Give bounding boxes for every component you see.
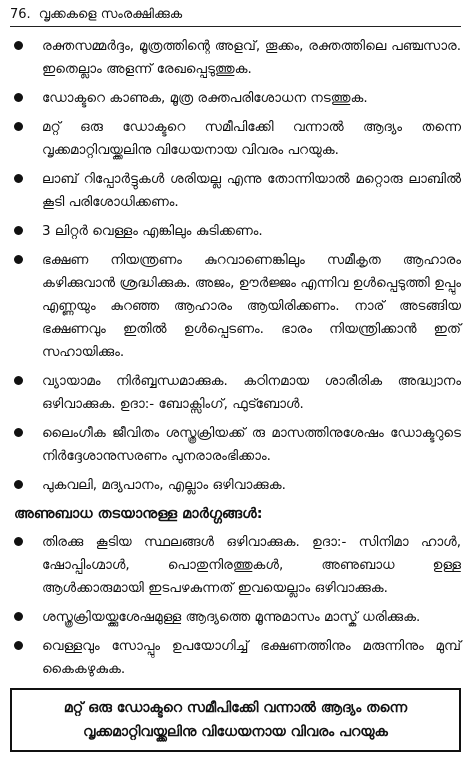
list-item-text: ഭക്ഷണ നിയന്ത്രണം കുറവാണെങ്കിലും സമീകൃത ആഹാരം കഴിക്കുവാൻ ശ്രദ്ധിക്കുക. അജം, ഊർജ്ജം എന്നിവ ഉൾപ്പെടുത്തി ഉപ്പും എണ്ണയും കുറഞ്ഞ ആഹാരം ആയിരിക്കണം. നാര് അടങ്ങിയ ഭക്ഷണവും ഇതിൽ ഉൾപ്പെടണം. ഭാരം നിയന്ത്രിക്കാൻ ഇത് സഹായിക്കും.	[42, 252, 461, 360]
list-item	[10, 370, 461, 416]
list-item	[10, 220, 461, 243]
page-title: വൃക്കകളെ സംരക്ഷിക്കുക	[38, 7, 183, 22]
list-item-text: പുകവലി, മദ്യപാനം, എല്ലാം ഒഴിവാക്കുക.	[42, 477, 286, 493]
list-item	[10, 249, 461, 364]
bullet-icon	[14, 174, 23, 183]
bullet-icon	[14, 537, 23, 546]
list-item	[10, 35, 461, 81]
list-item	[10, 531, 461, 600]
bullet-icon	[14, 376, 23, 385]
section-heading: അണുബാധ തടയാനുള്ള മാർഗ്ഗങ്ങൾ:	[14, 506, 263, 522]
bullet-icon	[14, 641, 23, 650]
list-item-text: തിരക്കു കൂടിയ സ്ഥലങ്ങൾ ഒഴിവാക്കുക. ഉദാ:- സിനിമാ ഹാൾ, ഷോപ്പിംഗ്മാൾ, പൊതുനിരത്തുകൾ, അണുബാധ ഉള്ള ആൾക്കാരുമായി ഇടപഴകുന്നത് ഇവയെല്ലാം ഒഴിവാക്കുക.	[42, 534, 461, 596]
bullet-icon	[14, 255, 23, 264]
bullet-icon	[14, 612, 23, 621]
list-item-text: ഡോക്ടറെ കാണുക, മൂത്ര രക്തപരിശോധന നടത്തുക.	[42, 90, 368, 106]
bullet-icon	[14, 226, 23, 235]
highlight-box-text: മറ്റ് ഒരു ഡോക്ടറെ സമീപിക്കേി വന്നാൽ ആദ്യം തന്നെ വൃക്കമാറ്റിവയ്ക്കലിനു വിധേയനായ വിവരം പറയുക	[63, 700, 408, 740]
list-item	[10, 635, 461, 681]
page-header	[10, 6, 461, 27]
list-item-text: ലൈംഗീക ജീവിതം ശസ്ത്രക്രിയക്ക് രു മാസത്തിനുശേഷം ഡോക്ടറുടെ നിർദ്ദേശാനുസരണം പുനരാരംഭിക്കാം.	[42, 425, 461, 464]
bullet-icon	[14, 428, 23, 437]
highlight-box	[10, 688, 461, 752]
list-item-text: രക്തസമ്മർദ്ദം, മൂത്രത്തിന്റെ അളവ്, തൂക്കം, രക്തത്തിലെ പഞ്ചസാര. ഇതെല്ലാം അളന്ന് രേഖപ്പെടുത്തുക.	[42, 38, 461, 77]
advice-list	[10, 35, 461, 497]
list-item-text: 3 ലിറ്റർ വെള്ളം എങ്കിലും കുടിക്കണം.	[42, 223, 263, 239]
list-item-text: ലാബ് റിപ്പോർട്ടുകൾ ശരിയല്ല എന്നു തോന്നിയാൽ മറ്റൊരു ലാബിൽ കൂടി പരിശോധിക്കണം.	[42, 171, 461, 210]
bullet-icon	[14, 480, 23, 489]
list-item-text: മറ്റ് ഒരു ഡോക്ടറെ സമീപിക്കേി വന്നാൽ ആദ്യം തന്നെ വൃക്കമാറ്റിവയ്ക്കലിനു വിധേയനായ വിവരം പറയുക.	[42, 119, 461, 158]
list-item	[10, 606, 461, 629]
page-number: 76.	[10, 7, 31, 22]
list-item-text: വ്യായാമം നിർബ്ബന്ധമാക്കുക. കഠിനമായ ശാരീരിക അദ്ധ്വാനം ഒഴിവാക്കുക. ഉദാ:- ബോക്സിംഗ്, ഫുട്ബോൾ.	[42, 373, 461, 412]
list-item	[10, 422, 461, 468]
list-item	[10, 168, 461, 214]
bullet-icon	[14, 93, 23, 102]
list-item-text: വെള്ളവും സോപ്പും ഉപയോഗിച്ച് ഭക്ഷണത്തിനും മരുന്നിനും മുമ്പ് കൈകഴുകുക.	[42, 638, 461, 677]
bullet-icon	[14, 122, 23, 131]
list-item	[10, 87, 461, 110]
bullet-icon	[14, 41, 23, 50]
list-item	[10, 474, 461, 497]
list-item-text: ശസ്ത്രക്രിയയ്ക്കുശേഷമുള്ള ആദ്യത്തെ മൂന്നുമാസം മാസ്ക് ധരിക്കുക.	[42, 609, 421, 625]
list-item	[10, 116, 461, 162]
infection-prevention-list	[10, 531, 461, 681]
